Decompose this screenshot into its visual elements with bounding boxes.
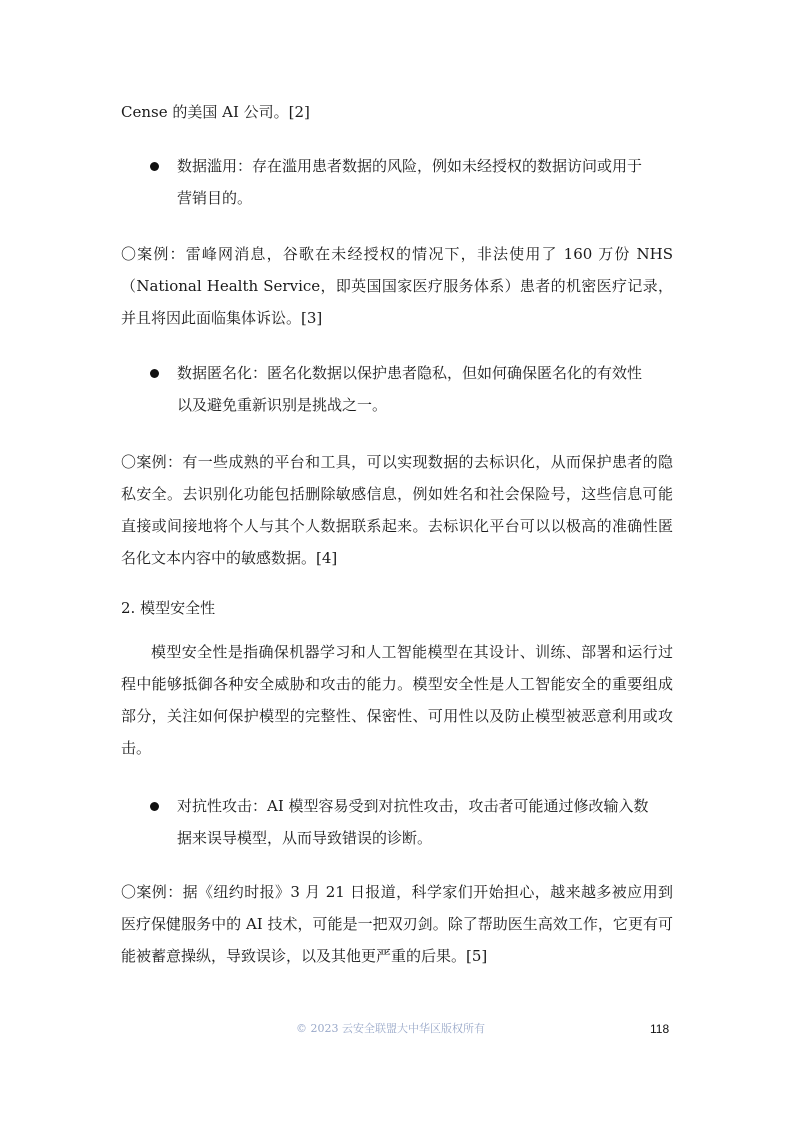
bullet-adversarial-attack xyxy=(150,790,672,854)
case-deidentification: 〇案例：有一些成熟的平台和工具，可以实现数据的去标识化，从而保护患者的隐私安全。去识别化功能包括删除敏感信息，例如姓名和社会保险号，这些信息可能直接或间接地将个人与其个人数据联系起来。去标识化平台可以以极高的准确性匿名化文本内容中的敏感数据。[4] xyxy=(121,453,673,567)
section-paragraph-model-security: 模型安全性是指确保机器学习和人工智能模型在其设计、训练、部署和运行过程中能够抵御各种安全威胁和攻击的能力。模型安全性是人工智能安全的重要组成部分，关注如何保护模型的完整性、保密性、可用性以及防止模型被恶意利用或攻击。 xyxy=(121,643,673,757)
bullet-anonymization-line1: 数据匿名化：匿名化数据以保护患者隐私，但如何确保匿名化的有效性 xyxy=(177,364,643,382)
bullet-anonymization-line2: 以及避免重新识别是挑战之一。 xyxy=(177,396,388,414)
bullet-adversarial-line2: 据来误导模型，从而导致错误的诊断。 xyxy=(177,829,433,847)
bullet-dot-icon xyxy=(150,802,159,811)
bullet-data-abuse xyxy=(150,150,672,214)
section-heading-model-security: 2. 模型安全性 xyxy=(121,599,216,617)
bullet-anonymization xyxy=(150,357,672,421)
bullet-adversarial-line1: 对抗性攻击：AI 模型容易受到对抗性攻击，攻击者可能通过修改输入数 xyxy=(177,797,649,815)
bullet-data-abuse-line2: 营销目的。 xyxy=(177,189,253,207)
case-nyt-report: 〇案例：据《纽约时报》3 月 21 日报道，科学家们开始担心，越来越多被应用到医疗保健服务中的 AI 技术，可能是一把双刃剑。除了帮助医生高效工作，它更有可能被蓄意操纵，导致误诊，以及其他更严重的后果。[5] xyxy=(121,883,673,965)
bullet-data-abuse-line1: 数据滥用：存在滥用患者数据的风险，例如未经授权的数据访问或用于 xyxy=(177,157,643,175)
case-google-nhs: 〇案例：雷峰网消息，谷歌在未经授权的情况下，非法使用了 160 万份 NHS（National Health Service，即英国国家医疗服务体系）患者的机密医疗记录，并且将因此面临集体诉讼。[3] xyxy=(121,245,673,327)
bullet-dot-icon xyxy=(150,369,159,378)
page-number: 118 xyxy=(650,1022,670,1036)
bullet-dot-icon xyxy=(150,162,159,171)
paragraph-continuation: Cense 的美国 AI 公司。[2] xyxy=(121,103,310,121)
page-footer xyxy=(0,1018,793,1040)
footer-copyright: © 2023 云安全联盟大中华区版权所有 xyxy=(296,1022,485,1035)
